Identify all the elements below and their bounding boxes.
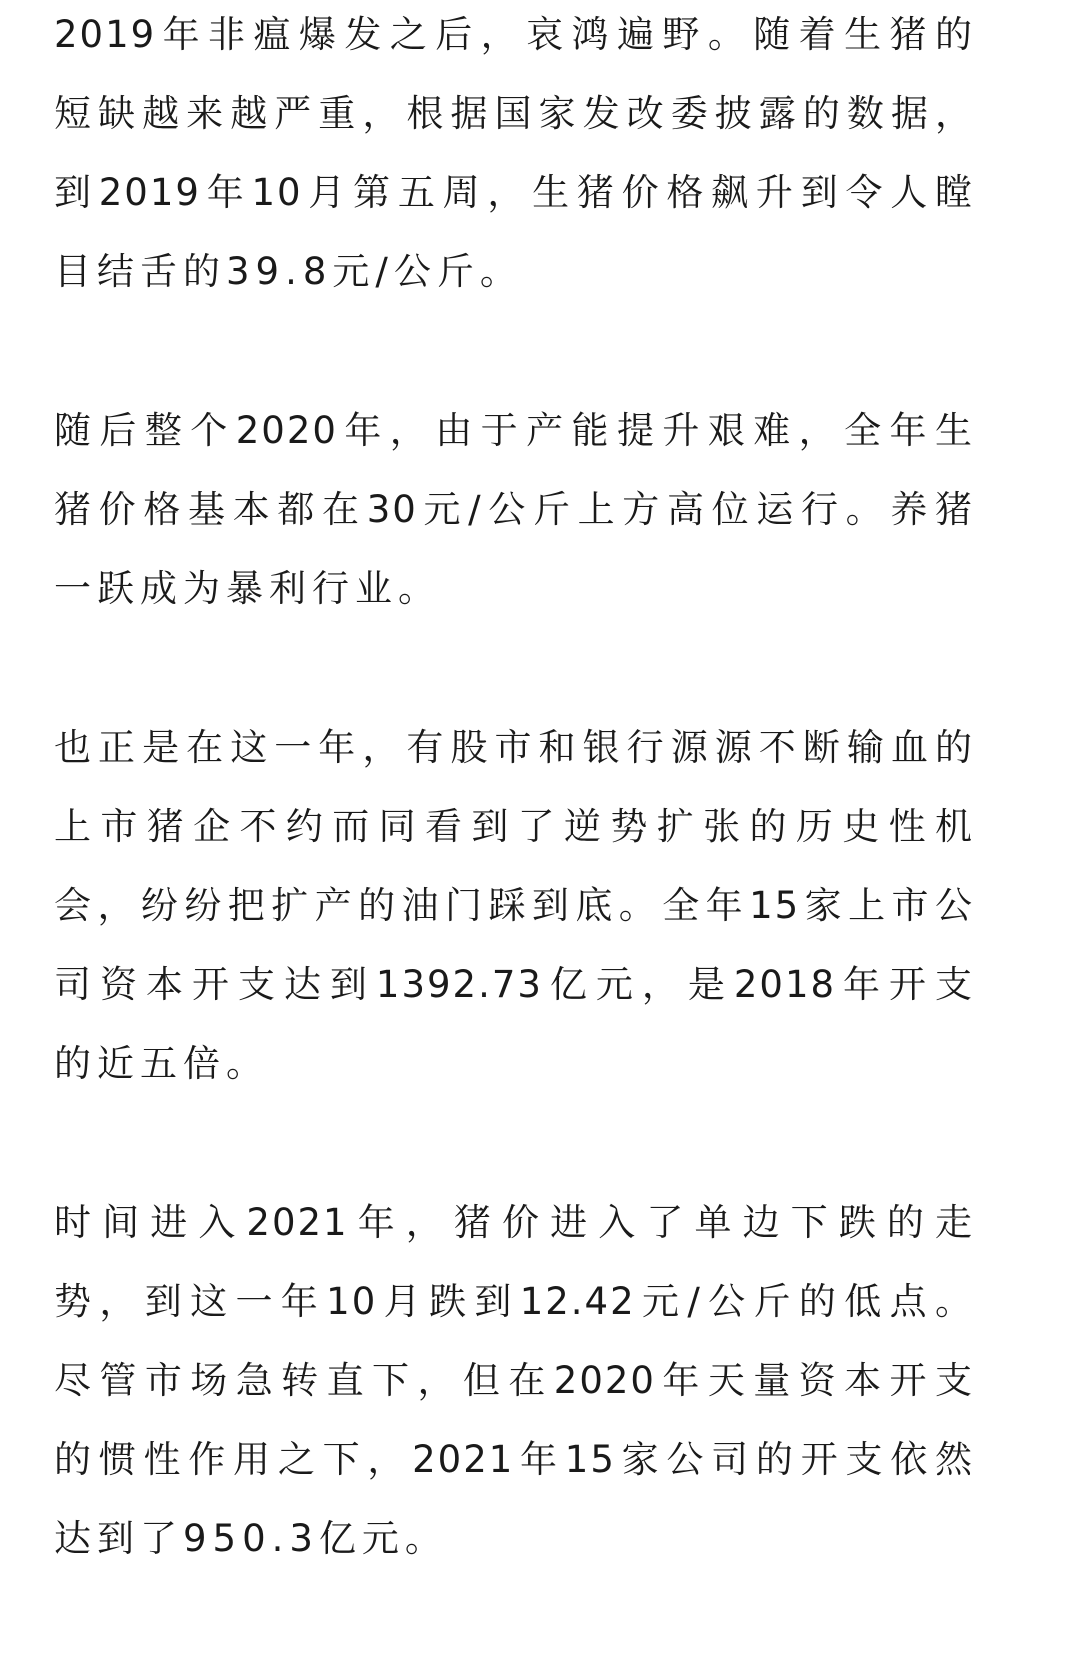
text-line: 上市猪企不约而同看到了逆势扩张的历史性机 (54, 805, 974, 848)
text-line: 司资本开支达到1392.73亿元，是2018年开支 (54, 963, 974, 1006)
article-body (54, 0, 974, 1578)
text-line: 到2019年10月第五周，生猪价格飙升到令人瞠 (54, 171, 974, 214)
text-line: 会，纷纷把扩产的油门踩到底。全年15家上市公 (54, 884, 974, 927)
text-line: 时间进入2021年，猪价进入了单边下跌的走 (54, 1201, 974, 1244)
text-line: 目结舌的39.8元/公斤。 (54, 250, 523, 293)
text-line: 2019年非瘟爆发之后，哀鸿遍野。随着生猪的 (54, 13, 974, 56)
paragraph-1 (54, 0, 974, 311)
paragraph-3 (54, 708, 974, 1103)
text-line: 一跃成为暴利行业。 (54, 567, 441, 610)
paragraph-spacer (54, 628, 974, 708)
text-line: 也正是在这一年，有股市和银行源源不断输血的 (54, 726, 974, 769)
text-line: 随后整个2020年，由于产能提升艰难，全年生 (54, 409, 974, 452)
text-line: 的近五倍。 (54, 1042, 269, 1085)
paragraph-spacer (54, 1103, 974, 1183)
paragraph-4 (54, 1183, 974, 1578)
paragraph-2 (54, 391, 974, 628)
text-line: 猪价格基本都在30元/公斤上方高位运行。养猪 (54, 488, 974, 531)
text-line: 的惯性作用之下，2021年15家公司的开支依然 (54, 1438, 974, 1481)
text-line: 达到了950.3亿元。 (54, 1517, 448, 1560)
paragraph-spacer (54, 311, 974, 391)
text-line: 尽管市场急转直下，但在2020年天量资本开支 (54, 1359, 974, 1402)
text-line: 势，到这一年10月跌到12.42元/公斤的低点。 (54, 1280, 974, 1323)
text-line: 短缺越来越严重，根据国家发改委披露的数据， (54, 92, 974, 135)
